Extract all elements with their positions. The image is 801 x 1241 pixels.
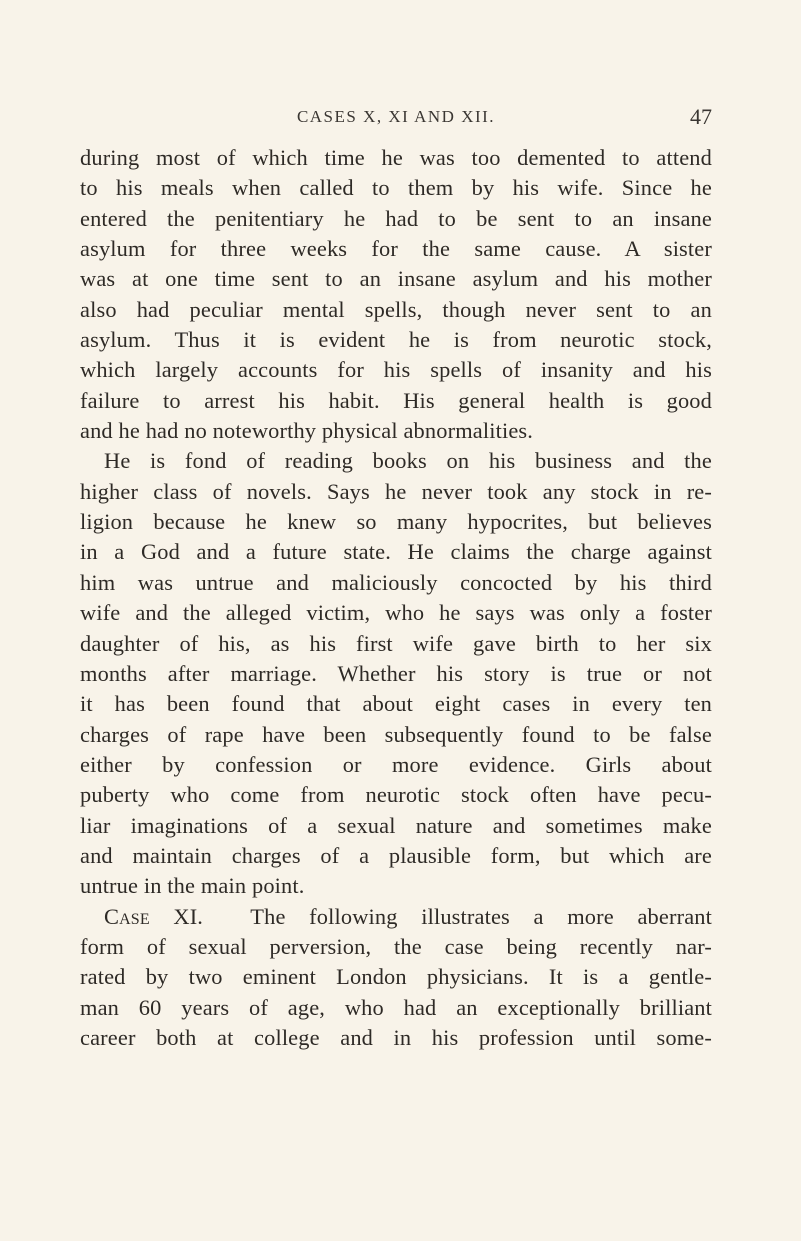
text-line: which largely accounts for his spells of insanity and his	[80, 357, 712, 383]
text-line: and he had no noteworthy physical abnormalities.	[80, 418, 534, 444]
running-title: CASES X, XI AND XII.	[296, 107, 496, 126]
case-intro-text: The following illustrates a more aberrant	[250, 903, 713, 929]
text-line: ligion because he knew so many hypocrites, but believes	[80, 509, 712, 535]
paragraph-case-xi	[80, 902, 712, 1054]
text-line: charges of rape have been subsequently found to be false	[80, 721, 712, 747]
text-line: also had peculiar mental spells, though never sent to an	[80, 296, 712, 322]
text-line: either by confession or more evidence. Girls about	[80, 751, 712, 777]
text-line: was at one time sent to an insane asylum and his mother	[80, 266, 712, 292]
paragraph-continued	[80, 143, 712, 446]
text-line: asylum for three weeks for the same cause. A sister	[80, 236, 712, 262]
text-line: months after marriage. Whether his story is true or not	[80, 660, 712, 686]
text-line: in a God and a future state. He claims the charge against	[80, 539, 712, 565]
page-number: 47	[690, 104, 712, 129]
text-line: higher class of novels. Says he never took any stock in re-	[80, 478, 712, 504]
text-line: during most of which time he was too demented to attend	[80, 145, 712, 170]
text-line: wife and the alleged victim, who he says was only a foster	[80, 600, 712, 626]
text-line-case-heading	[80, 902, 712, 932]
text-line: liar imaginations of a sexual nature and sometimes make	[80, 812, 712, 838]
text-line: daughter of his, as his first wife gave birth to her six	[80, 630, 712, 656]
text-line: and maintain charges of a plausible form, but which are	[80, 842, 712, 868]
text-line: it has been found that about eight cases in every ten	[80, 691, 712, 717]
text-line: failure to arrest his habit. His general health is good	[80, 387, 712, 413]
text-line: career both at college and in his profession until some-	[80, 1024, 712, 1050]
text-line: asylum. Thus it is evident he is from neurotic stock,	[80, 327, 712, 353]
text-line: him was untrue and maliciously concocted by his third	[80, 569, 712, 595]
text-line: entered the penitentiary he had to be sent to an insane	[80, 205, 712, 231]
text-line: man 60 years of age, who had an exceptionally brilliant	[80, 994, 712, 1020]
text-line: untrue in the main point.	[80, 873, 305, 899]
text-line: rated by two eminent London physicians. It is a gentle-	[80, 964, 712, 990]
paragraph-reading	[80, 446, 712, 901]
running-head	[80, 104, 712, 133]
text-line: puberty who come from neurotic stock often have pecu-	[80, 782, 712, 808]
text-line: form of sexual perversion, the case being recently nar-	[80, 933, 712, 959]
text-line: He is fond of reading books on his business and the	[104, 448, 712, 474]
body-text	[80, 143, 712, 1053]
text-line: to his meals when called to them by his wife. Since he	[80, 175, 712, 201]
case-label: Case XI.	[104, 903, 204, 929]
